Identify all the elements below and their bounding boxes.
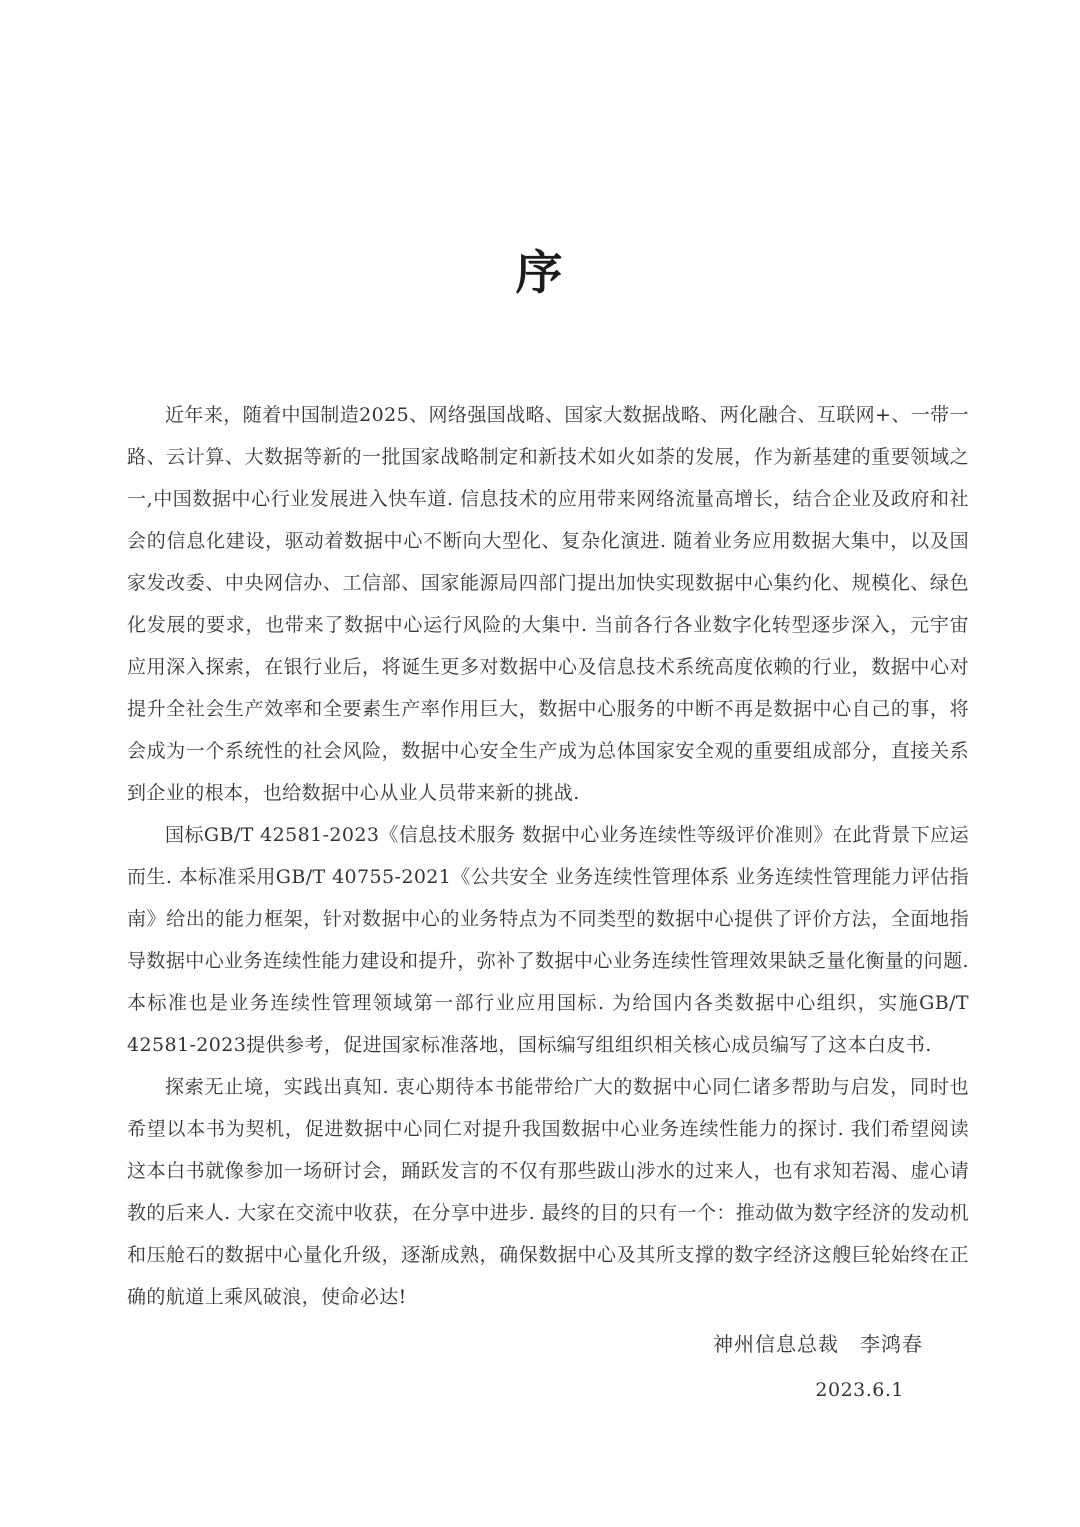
paragraph-3: 探索无止境，实践出真知. 衷心期待本书能带给广大的数据中心同仁诸多帮助与启发，同时也希望以本书为契机，促进数据中心同仁对提升我国数据中心业务连续性能力的探讨. 我们希望阅读这本白书就像参加一场研讨会，踊跃发言的不仅有那些跋山涉水的过来人，也有求知若渴、虚心请教的后来人. 大家在交流中收获，在分享中进步. 最终的目的只有一个：推动做为数字经济的发动机和压舱石的数据中心量化升级，逐渐成熟，确保数据中心及其所支撑的数字经济这艘巨轮始终在正确的航道上乘风破浪，使命必达! — [127, 1076, 969, 1308]
paragraph-1: 近年来，随着中国制造2025、网络强国战略、国家大数据战略、两化融合、互联网+、一带一路、云计算、大数据等新的一批国家战略制定和新技术如火如荼的发展，作为新基建的重要领域之一,中国数据中心行业发展进入快车道. 信息技术的应用带来网络流量高增长，结合企业及政府和社会的信息化建设，驱动着数据中心不断向大型化、复杂化演进. 随着业务应用数据大集中，以及国家发改委、中央网信办、工信部、国家能源局四部门提出加快实现数据中心集约化、规模化、绿色化发展的要求，也带来了数据中心运行风险的大集中. 当前各行各业数字化转型逐步深入，元宇宙应用深入探索，在银行业后，将诞生更多对数据中心及信息技术系统高度依赖的行业，数据中心对提升全社会生产效率和全要素生产率作用巨大，数据中心服务的中断不再是数据中心自己的事，将会成为一个系统性的社会风险，数据中心安全生产成为总体国家安全观的重要组成部分，直接关系到企业的根本，也给数据中心从业人员带来新的挑战. — [127, 404, 969, 804]
paragraph-2: 国标GB/T 42581-2023《信息技术服务 数据中心业务连续性等级评价准则》在此背景下应运而生. 本标准采用GB/T 40755-2021《公共安全 业务连续性管理体系 业务连续性管理能力评估指南》给出的能力框架，针对数据中心的业务特点为不同类型的数据中心提供了评价方法，全面地指导数据中心业务连续性能力建设和提升，弥补了数据中心业务连续性管理效果缺乏量化衡量的问题. 本标准也是业务连续性管理领域第一部行业应用国标. 为给国内各类数据中心组织，实施GB/T 42581-2023提供参考，促进国家标准落地，国标编写组组织相关核心成员编写了这本白皮书. — [127, 824, 969, 1056]
page-title: 序 — [515, 246, 565, 301]
signature-date: 2023.6.1 — [815, 1379, 904, 1401]
document-body — [127, 394, 969, 1318]
signature-author: 神州信息总裁 李鸿春 — [713, 1332, 923, 1356]
